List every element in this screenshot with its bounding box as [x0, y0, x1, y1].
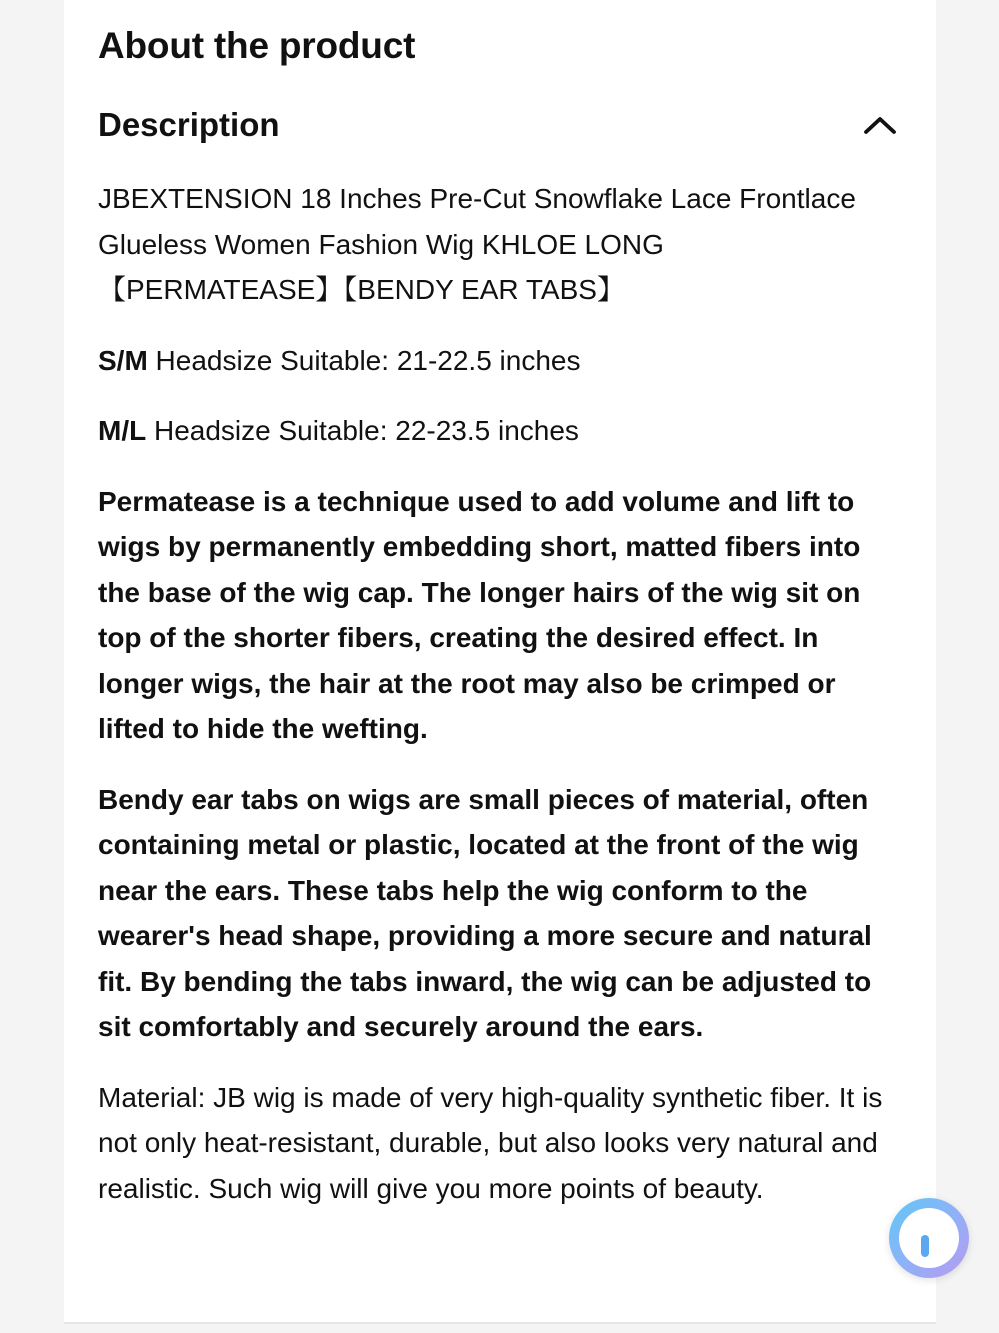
size-ml-row: [98, 408, 898, 454]
description-header[interactable]: [98, 100, 904, 150]
section-title: About the product: [98, 25, 416, 66]
bendy-ear-tabs-paragraph: Bendy ear tabs on wigs are small pieces of material, often containing metal or plastic, located at the front of the wig near the ears. These tabs help the wig conform to the wearer's head shape, providing a more secure and natural fit. By bending the tabs inward, the wig can be adjusted to sit comfortably and securely around the ears.: [98, 783, 872, 1042]
size-sm-label: S/M: [98, 344, 148, 376]
assistant-chat-icon: [899, 1208, 959, 1268]
size-ml-label: M/L: [98, 415, 147, 446]
page-margin: [936, 0, 999, 1333]
assistant-chat-icon-dot: [921, 1235, 929, 1257]
description-intro: JBEXTENSION 18 Inches Pre-Cut Snowflake Lace Frontlace Glueless Women Fashion Wig KHLOE LONG 【PERMATEASE】【BENDY EAR TABS】: [98, 183, 856, 305]
size-sm-row: [98, 338, 898, 384]
chevron-up-icon[interactable]: [860, 105, 900, 145]
description-body: [98, 176, 898, 1236]
assistant-chat-button[interactable]: [889, 1198, 969, 1278]
size-sm-text: Headsize Suitable: 21-22.5 inches: [147, 344, 581, 376]
bottom-divider: [64, 1322, 936, 1324]
size-ml-text: Headsize Suitable: 22-23.5 inches: [146, 415, 579, 446]
description-title: Description: [98, 106, 280, 143]
material-paragraph: Material: JB wig is made of very high-quality synthetic fiber. It is not only heat-resistant, durable, but also looks very natural and realistic. Such wig will give you more points of beauty.: [98, 1081, 883, 1204]
permatease-paragraph: Permatease is a technique used to add volume and lift to wigs by permanently embedding short, matted fibers into the base of the wig cap. The longer hairs of the wig sit on top of the shorter fibers, creating the desired effect. In longer wigs, the hair at the root may also be crimped or lifted to hide the wefting.: [98, 485, 861, 744]
